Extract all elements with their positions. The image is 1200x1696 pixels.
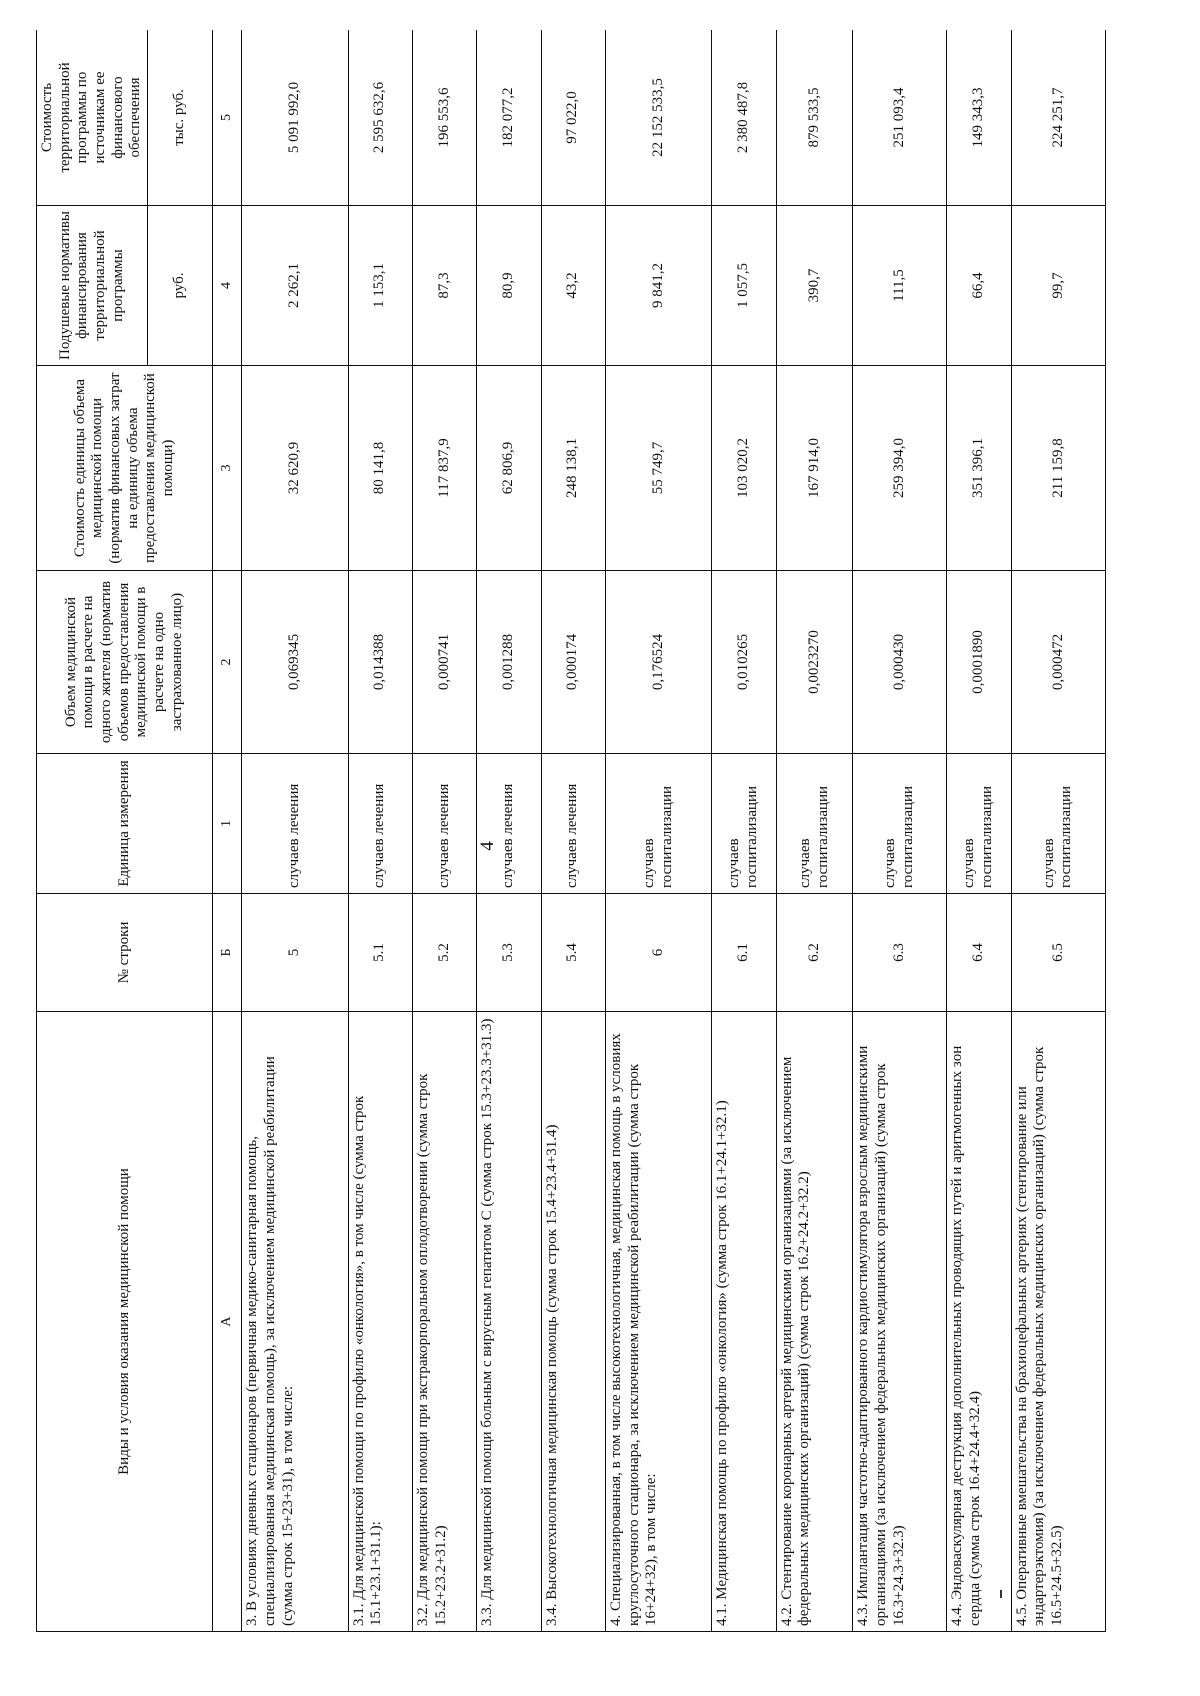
row-volume: 0,014388 [348,571,412,754]
row-volume: 0,001288 [477,571,541,754]
row-unit-cost: 62 806,9 [477,366,541,571]
row-unit: случаев лечения [242,754,348,894]
row-volume: 0,0001890 [947,571,1011,754]
row-name: 3.4. Высокотехнологичная медицинская помощь (сумма строк 15.4+23.4+31.4) [541,1012,605,1632]
row-unit: случаев госпитализации [947,754,1011,894]
row-unit: случаев госпитализации [853,754,947,894]
row-total-cost: 182 077,2 [477,30,541,206]
colnum-2: 2 [213,571,242,754]
row-line-no: 5.1 [348,894,412,1012]
row-volume: 0,010265 [712,571,776,754]
row-line-no: 6.4 [947,894,1011,1012]
row-per-capita: 1 057,5 [712,206,776,366]
row-total-cost: 879 533,5 [776,30,853,206]
row-per-capita: 66,4 [947,206,1011,366]
row-name: 3.3. Для медицинской помощи больным с вирусным гепатитом С (сумма строк 15.3+23.3+31.3) [477,1012,541,1632]
row-unit-cost: 211 159,8 [1011,366,1105,571]
row-line-no: 5.3 [477,894,541,1012]
row-total-cost: 196 553,6 [412,30,476,206]
row-per-capita: 99,7 [1011,206,1105,366]
row-per-capita: 2 262,1 [242,206,348,366]
colnum-b: Б [213,894,242,1012]
row-name: 4.5. Оперативные вмешательства на брахиоцефальных артериях (стентирование или эндартерэктомия) (за исключением федеральных медицинских организаций) (сумма строк 16.5+24.5+32.5) [1011,1012,1105,1632]
program-cost-table [36,30,1106,1632]
row-line-no: 6.3 [853,894,947,1012]
row-volume: 0,0023270 [776,571,853,754]
row-unit: случаев госпитализации [776,754,853,894]
row-line-no: 6 [605,894,711,1012]
row-total-cost: 2 380 487,8 [712,30,776,206]
colnum-a: А [213,1012,242,1632]
table-row [477,30,541,1632]
row-volume: 0,176524 [605,571,711,754]
header-unit-thousand-rub: тыс. руб. [148,30,213,206]
page-number: 4 [476,841,498,851]
colnum-3: 3 [213,366,242,571]
row-total-cost: 251 093,4 [853,30,947,206]
row-unit-cost: 351 396,1 [947,366,1011,571]
row-volume: 0,000174 [541,571,605,754]
header-line-no: № строки [37,894,213,1012]
table-viewport [36,30,1106,1632]
row-unit-cost: 103 020,2 [712,366,776,571]
header-total-cost: Стоимость территориальной программы по источникам ее финансового обеспечения [37,30,148,206]
row-volume: 0,069345 [242,571,348,754]
row-per-capita: 80,9 [477,206,541,366]
table-row [947,30,1011,1632]
header-unit-cost: Стоимость единицы объема медицинской помощи (норматив финансовых затрат на единицу объема предоставления медицинской помощи) [37,366,213,571]
row-per-capita: 43,2 [541,206,605,366]
table-row [712,30,776,1632]
row-total-cost: 224 251,7 [1011,30,1105,206]
table-row [776,30,853,1632]
table-row [541,30,605,1632]
row-name: 4.2. Стентирование коронарных артерий медицинскими организациями (за исключением федеральных медицинских организаций) (сумма строк 16.2+24.2+32.2) [776,1012,853,1632]
row-unit-cost: 80 141,8 [348,366,412,571]
row-name: 3. В условиях дневных стационаров (первичная медико-санитарная помощь, специализированная медицинская помощь), за исключением медицинской реабилитации (сумма строк 15+23+31), в том числе: [242,1012,348,1632]
row-name: 4. Специализированная, в том числе высокотехнологичная, медицинская помощь в условиях круглосуточного стационара, за исключением медицинской реабилитации (сумма строк 16+24+32), в том числе: [605,1012,711,1632]
table-row [605,30,711,1632]
row-unit: случаев лечения [348,754,412,894]
row-unit-cost: 32 620,9 [242,366,348,571]
row-line-no: 6.1 [712,894,776,1012]
row-line-no: 5.4 [541,894,605,1012]
row-unit-cost: 117 837,9 [412,366,476,571]
row-unit: случаев госпитализации [1011,754,1105,894]
header-kinds: Виды и условия оказания медицинской помощи [37,1012,213,1632]
row-per-capita: 87,3 [412,206,476,366]
row-unit-cost: 55 749,7 [605,366,711,571]
row-volume: 0,000741 [412,571,476,754]
row-line-no: 6.2 [776,894,853,1012]
table-row [242,30,348,1632]
row-unit-cost: 248 138,1 [541,366,605,571]
colnum-1: 1 [213,754,242,894]
table-row [853,30,947,1632]
row-per-capita: 111,5 [853,206,947,366]
row-total-cost: 22 152 533,5 [605,30,711,206]
header-per-capita: Подушевые нормативы финансирования территориальной программы [37,206,148,366]
header-volume: Объем медицинской помощи в расчете на одного жителя (норматив объемов предоставления медицинской помощи в расчете на одно застрахованное лицо) [37,571,213,754]
row-total-cost: 97 022,0 [541,30,605,206]
row-line-no: 6.5 [1011,894,1105,1012]
table-row [348,30,412,1632]
row-total-cost: 5 091 992,0 [242,30,348,206]
header-unit-rub: руб. [148,206,213,366]
row-total-cost: 149 343,3 [947,30,1011,206]
row-name: 4.1. Медицинская помощь по профилю «онкология» (сумма строк 16.1+24.1+32.1) [712,1012,776,1632]
row-per-capita: 9 841,2 [605,206,711,366]
row-name: 4.4. Эндоваскулярная деструкция дополнительных проводящих путей и аритмогенных зон сердца (сумма строк 16.4+24.4+32.4) [947,1012,1011,1632]
row-per-capita: 390,7 [776,206,853,366]
row-unit: случаев госпитализации [712,754,776,894]
table-row [1011,30,1105,1632]
row-unit-cost: 259 394,0 [853,366,947,571]
row-total-cost: 2 595 632,6 [348,30,412,206]
row-line-no: 5.2 [412,894,476,1012]
row-line-no: 5 [242,894,348,1012]
table-row [412,30,476,1632]
row-name: 4.3. Имплантация частотно-адаптированного кардиостимулятора взрослым медицинскими организациями (за исключением федеральных медицинских организаций) (сумма строк 16.3+24.3+32.3) [853,1012,947,1632]
row-unit: случаев лечения [541,754,605,894]
row-volume: 0,000472 [1011,571,1105,754]
row-unit-cost: 167 914,0 [776,366,853,571]
colnum-4: 4 [213,206,242,366]
header-unit: Единица измерения [37,754,213,894]
row-unit: случаев лечения [477,754,541,894]
row-name: 3.1. Для медицинской помощи по профилю «онкология», в том числе (сумма строк 15.1+23.1+31.1): [348,1012,412,1632]
row-volume: 0,000430 [853,571,947,754]
row-per-capita: 1 153,1 [348,206,412,366]
rotated-page [36,30,1106,1632]
row-name: 3.2. Для медицинской помощи при экстракорпоральном оплодотворении (сумма строк 15.2+23.2+31.2) [412,1012,476,1632]
row-unit: случаев лечения [412,754,476,894]
row-unit: случаев госпитализации [605,754,711,894]
colnum-5: 5 [213,30,242,206]
